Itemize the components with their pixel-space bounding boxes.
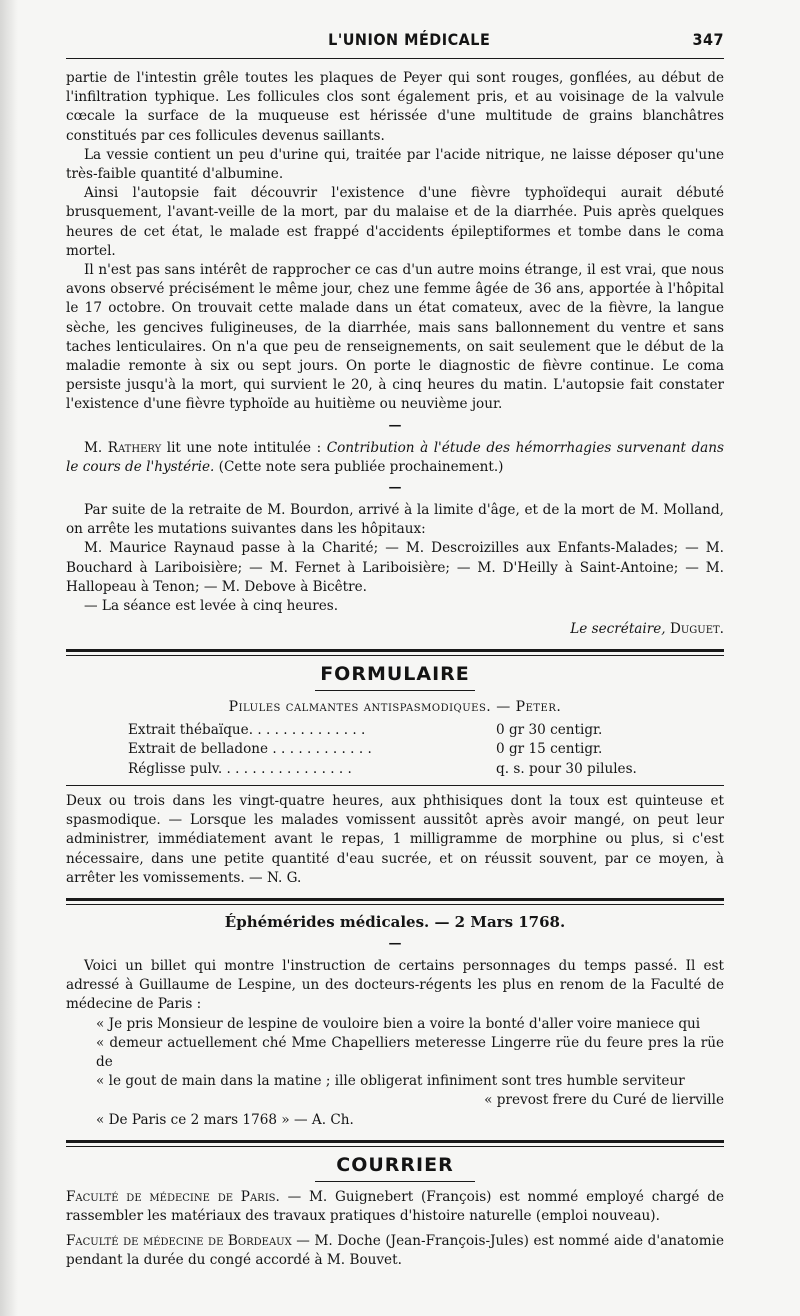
- rathery-text: lit une note intitulée :: [161, 439, 327, 456]
- signature: [66, 620, 724, 639]
- recipe-row: [66, 721, 724, 740]
- paragraph: Ainsi l'autopsie fait découvrir l'existence d'une fièvre typhoïdequi aurait débuté brusquement, l'avant-veille de la mort, par du malaise et de la diarrhée. Puis après quelques heures de cet état, le malade est frappé d'accidents épileptiformes et tombe dans le coma mortel.: [66, 185, 724, 259]
- letter-signature: « prevost frere du Curé de lierville: [484, 1092, 724, 1109]
- ingredient-dose: 0 gr 30 centigr.: [496, 722, 603, 739]
- ingredient-name: Extrait thébaïque. . . . . . . . . . . . . .: [128, 722, 366, 739]
- section-divider: [66, 649, 724, 656]
- page-number: 347: [692, 30, 724, 49]
- ingredient-dose: q. s. pour 30 pilules.: [496, 760, 637, 777]
- mutations-intro: Par suite de la retraite de M. Bourdon, arrivé à la limite d'âge, et de la mort de M. Molland, on arrête les mutations suivantes dans les hôpitaux:: [66, 502, 724, 538]
- separator-dash: —: [388, 480, 402, 496]
- ingredient-name: Extrait de belladone . . . . . . . . . . . .: [128, 741, 372, 758]
- faculty-name: Faculté de médecine de Bordeaux: [66, 1233, 292, 1250]
- faculty-name: Faculté de médecine de Paris.: [66, 1188, 280, 1205]
- ephemerides-title: Éphémérides médicales.: [224, 912, 430, 931]
- recipe-rule: [66, 785, 724, 786]
- paragraph: partie de l'intestin grêle toutes les plaques de Peyer qui sont rouges, gonflées, au début de l'infiltration typhique. Les follicules clos sont également pris, et au voisinage de la valvule cœcale la surface de la muqueuse est hérissée d'une multitude de grains blanchâtres constitués par ces follicules devenus saillants.: [66, 70, 724, 144]
- rathery-paragraph: [66, 439, 724, 477]
- session-closing: — La séance est levée à cinq heures.: [84, 598, 339, 615]
- courrier-item: [66, 1232, 724, 1270]
- recipe-table: [66, 721, 724, 779]
- letter-line: « demeur actuellement ché Mme Chapelliers meteresse Lingerre rüe du feure pres la rüe de: [96, 1034, 724, 1070]
- signature-label: Le secrétaire,: [570, 621, 666, 638]
- courrier-item: [66, 1188, 724, 1226]
- ephemerides-date: — 2 Mars 1768.: [429, 912, 566, 931]
- letter-line: « Je pris Monsieur de lespine de vouloire bien a voire la bonté d'aller voire maniece qui: [96, 1015, 701, 1032]
- heading-underline: [315, 1181, 475, 1182]
- ephemerides-intro: Voici un billet qui montre l'instruction de certains personnages du temps passé. Il est adressé à Guillaume de Lespine, un des docteurs-régents les plus en renom de la Faculté de médecine de Paris :: [66, 957, 724, 1013]
- article-body: [66, 69, 724, 415]
- journal-title: L'UNION MÉDICALE: [328, 30, 491, 49]
- heading-underline: [315, 690, 475, 691]
- ephemerides-heading: [66, 911, 724, 933]
- separator-dash: —: [388, 935, 402, 951]
- historical-letter: [66, 1015, 724, 1130]
- formulaire-heading: FORMULAIRE: [320, 663, 470, 686]
- mutations-list: M. Maurice Raynaud passe à la Charité; — M. Descroizilles aux Enfants-Malades; — M. Bouchard à Lariboisière; — M. Fernet à Lariboisière; — M. D'Heilly à Saint-Antoine; — M. Hallopeau à Tenon; — M. Debove à Bicêtre.: [66, 540, 724, 595]
- recipe-row: [66, 760, 724, 779]
- separator-dash: —: [388, 417, 402, 433]
- courrier-heading: COURRIER: [336, 1153, 454, 1176]
- courrier-text: — M. Guignebert (François) est nommé employé chargé de rassembler les matériaux des travaux pratiques d'histoire naturelle (emploi nouveau).: [66, 1188, 724, 1224]
- paragraph: La vessie contient un peu d'urine qui, traitée par l'acide nitrique, ne laisse déposer qu'une très-faible quantité d'albumine.: [66, 146, 724, 183]
- paragraph: Il n'est pas sans intérêt de rapprocher ce cas d'un autre moins étrange, il est vrai, que nous avons observé précisément le même jour, chez une femme âgée de 36 ans, apportée à l'hôpital le 17 octobre. On trouvait cette malade dans un état comateux, avec de la fièvre, la langue sèche, les gencives fuligineuses, de la diarrhée, mais sans ballonnement du ventre et sans taches lenticulaires. On n'a que peu de renseignements, on sait seulement que le début de la maladie remonte à six ou sept jours. On porte le diagnostic de fièvre continue. Le coma persiste jusqu'à la mort, qui survient le 20, à cinq heures du matin. L'autopsie fait constater l'existence d'une fièvre typhoïde au huitième ou neuvième jour.: [66, 262, 724, 413]
- recipe-title: Pilules calmantes antispasmodiques. — Peter.: [228, 699, 562, 716]
- note-title: Contribution à l'étude des hémorrhagies survenant dans le cours de l'hystérie.: [66, 439, 724, 475]
- section-divider: [66, 1140, 724, 1147]
- ingredient-dose: 0 gr 15 centigr.: [496, 741, 603, 758]
- letter-line: « le gout de main dans la matine ; ille obligerat infiniment sont tres humble serviteur: [96, 1073, 685, 1090]
- letter-date: « De Paris ce 2 mars 1768 » — A. Ch.: [96, 1111, 354, 1128]
- section-divider: [66, 898, 724, 905]
- ingredient-name: Réglisse pulv. . . . . . . . . . . . . . . .: [128, 760, 352, 777]
- rathery-remark: (Cette note sera publiée prochainement.): [214, 458, 504, 475]
- recipe-row: [66, 740, 724, 759]
- recipe-instructions: Deux ou trois dans les vingt-quatre heures, aux phthisiques dont la toux est quinteuse et spasmodique. — Lorsque les malades vomissent aussitôt après avoir mangé, on peut leur administrer, immédiatement avant le repas, 1 milligramme de morphine ou plus, si c'est nécessaire, dans une petite quantité d'eau sucrée, et on réussit souvent, par ce moyen, à arrêter les vomissements. — N. G.: [66, 792, 724, 886]
- speaker-name: M. Rathery: [84, 439, 162, 456]
- signature-name: Duguet.: [669, 621, 724, 638]
- running-head: [66, 30, 724, 56]
- header-rule: [66, 58, 724, 59]
- courrier-text: — M. Doche (Jean-François-Jules) est nommé aide d'anatomie pendant la durée du congé accordé à M. Bouvet.: [66, 1233, 724, 1269]
